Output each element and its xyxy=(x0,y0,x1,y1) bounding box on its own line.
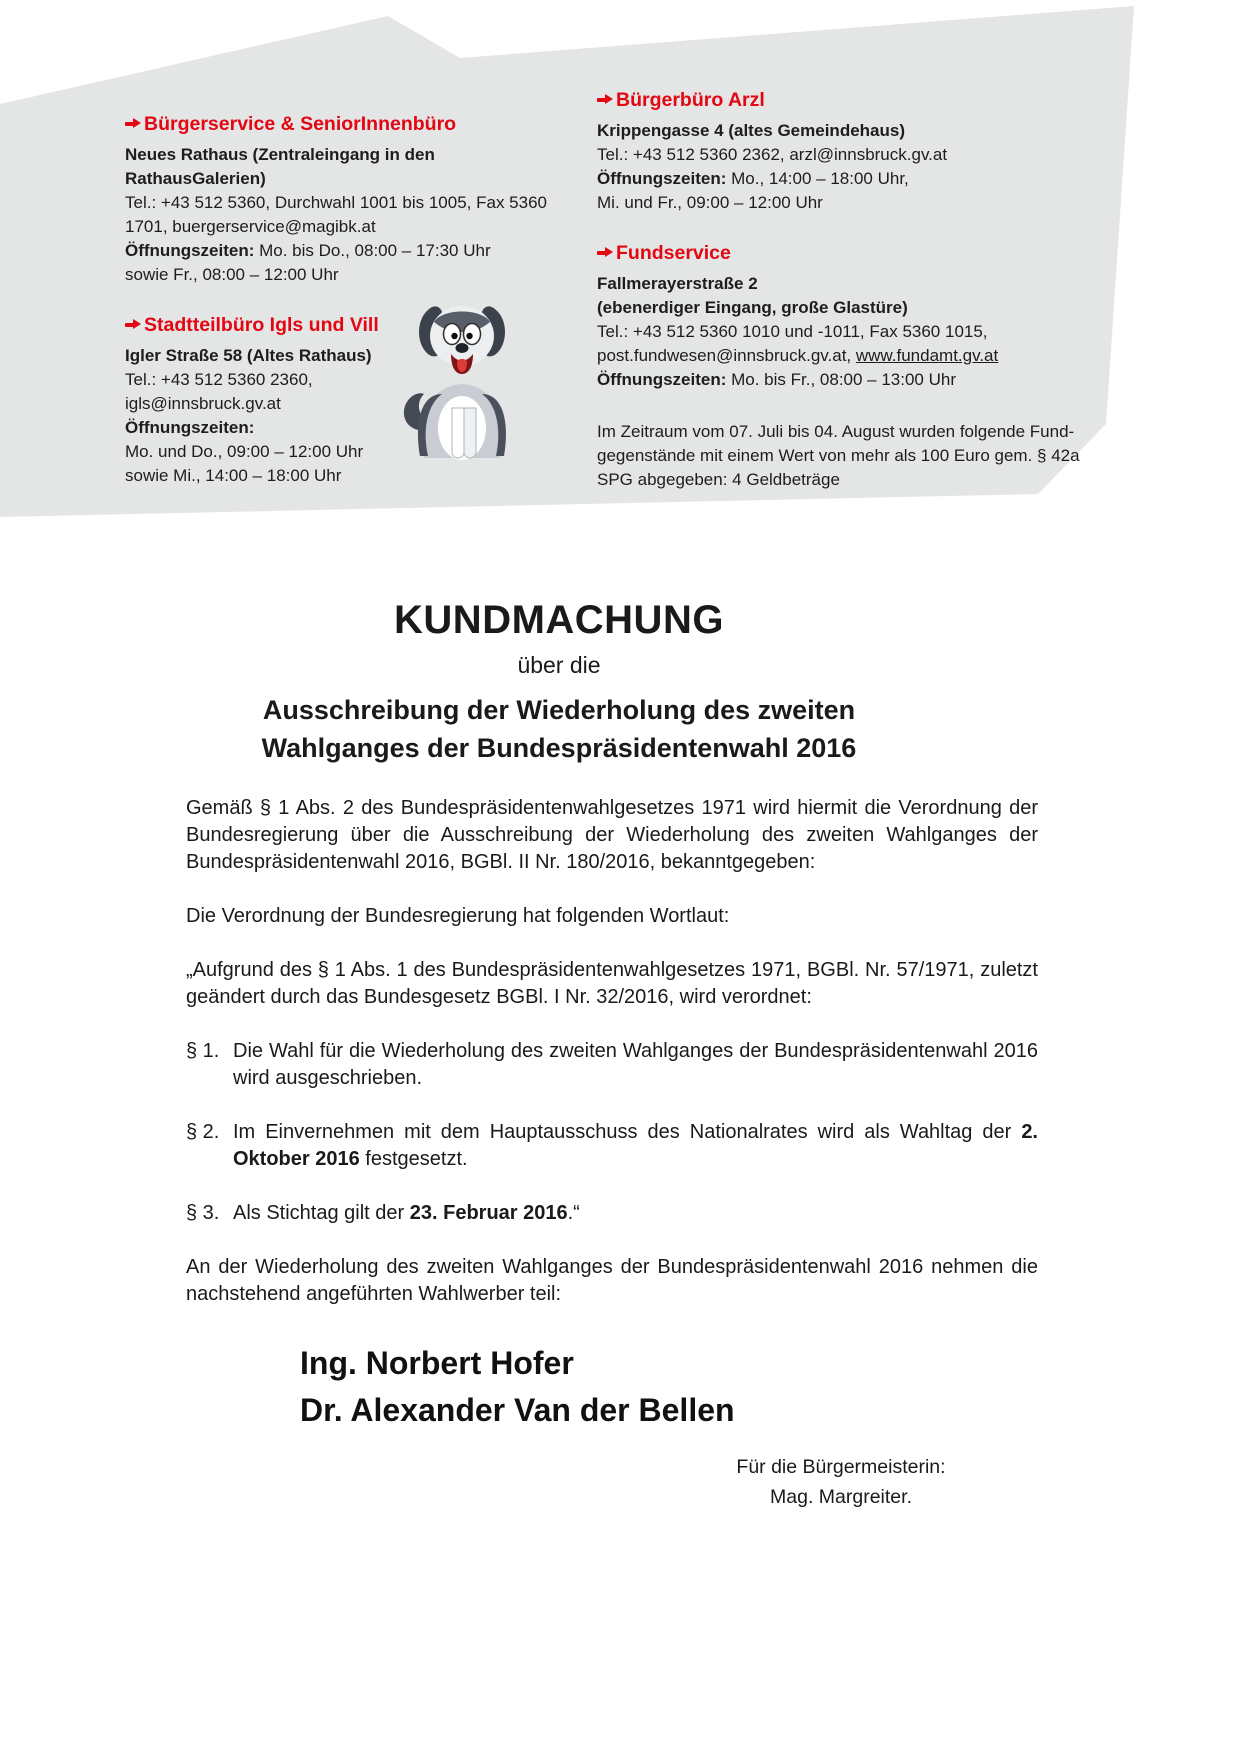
paragraph: Gemäß § 1 Abs. 2 des Bundespräsidentenwahlgesetzes 1971 wird hiermit die Verordnung der Bundesregierung über die Ausschreibung der Wiederholung des zweiten Wahlganges der Bundespräsidentenwahl 2016, BGBl. II Nr. 180/2016, bekanntgegeben: xyxy=(186,797,1038,873)
item-marker: § 2. xyxy=(186,1121,220,1143)
section-title-text: Bürgerservice & SeniorInnenbüro xyxy=(144,113,457,135)
hours-label: Öffnungszeiten: xyxy=(125,418,255,437)
announcement-heading-line: Wahlganges der Bundespräsidentenwahl 2016 xyxy=(261,733,857,763)
tel-line: 1701, buergerservice@magibk.at xyxy=(125,217,376,236)
note-line: Im Zeitraum vom 07. Juli bis 04. August wurden folgende Fund- xyxy=(597,422,1075,441)
email-line xyxy=(597,344,1067,368)
signature-line: Mag. Margreiter. xyxy=(770,1486,912,1508)
announcement-body xyxy=(186,795,1038,1434)
tel-line: Tel.: +43 512 5360 2362, arzl@innsbruck.gv.at xyxy=(597,145,948,164)
header-right-column xyxy=(597,88,1080,492)
legal-item xyxy=(186,1038,1038,1092)
hours-label: Öffnungszeiten: xyxy=(125,241,255,260)
arrow-icon xyxy=(125,318,141,331)
item-text: Die Wahl für die Wiederholung des zweiten Wahlganges der Bundespräsidentenwahl 2016 wird ausgeschrieben. xyxy=(233,1040,1038,1089)
hours-line: Mi. und Fr., 09:00 – 12:00 Uhr xyxy=(597,193,823,212)
hours-text: Mo. bis Fr., 08:00 – 13:00 Uhr xyxy=(726,370,957,389)
item-text: Im Einvernehmen mit dem Hauptausschuss des Nationalrates wird als Wahltag der 2. Oktober 2016 festgesetzt. xyxy=(233,1121,1038,1170)
hours-text: Mo., 14:00 – 18:00 Uhr, xyxy=(726,169,909,188)
hours-label: Öffnungszeiten: xyxy=(597,169,727,188)
item-text: Als Stichtag gilt der 23. Februar 2016.“ xyxy=(233,1202,580,1224)
hours-line xyxy=(125,239,573,263)
announcement-header xyxy=(0,598,1118,767)
section-title xyxy=(597,88,1067,112)
paragraph: Die Verordnung der Bundesregierung hat folgenden Wortlaut: xyxy=(186,905,730,927)
section-title-text: Bürgerbüro Arzl xyxy=(616,89,765,111)
address-line: Krippengasse 4 (altes Gemeindehaus) xyxy=(597,121,905,140)
fundamt-link[interactable]: www.fundamt.gv.at xyxy=(855,346,999,365)
email-line: igls@innsbruck.gv.at xyxy=(125,394,281,413)
address-line: (ebenerdiger Eingang, große Glastüre) xyxy=(597,298,908,317)
legal-item xyxy=(186,1119,1038,1173)
candidate-name: Dr. Alexander Van der Bellen xyxy=(300,1392,735,1428)
announcement-heading-line: Ausschreibung der Wiederholung des zweiten xyxy=(262,695,856,725)
item-marker: § 3. xyxy=(186,1202,220,1224)
hours-line: sowie Mi., 14:00 – 18:00 Uhr xyxy=(125,466,342,485)
legal-item xyxy=(186,1200,1038,1227)
found-items-note xyxy=(597,420,1080,492)
address-line: RathausGalerien) xyxy=(125,169,266,188)
candidate-list xyxy=(300,1340,1038,1434)
arrow-icon xyxy=(125,117,141,130)
note-line: gegenstände mit einem Wert von mehr als 100 Euro gem. § 42a xyxy=(597,446,1080,465)
section-arzl xyxy=(597,88,1067,215)
email-text: post.fundwesen@innsbruck.gv.at, xyxy=(597,346,856,365)
note-line: SPG abgegeben: 4 Geldbeträge xyxy=(597,470,840,489)
item-marker: § 1. xyxy=(186,1040,220,1062)
tel-line: Tel.: +43 512 5360 2360, xyxy=(125,370,313,389)
signature-line: Für die Bürgermeisterin: xyxy=(736,1456,946,1478)
section-title xyxy=(125,112,573,136)
section-fundservice xyxy=(597,241,1067,392)
hours-line xyxy=(597,167,1067,191)
hours-line: Mo. und Do., 09:00 – 12:00 Uhr xyxy=(125,442,364,461)
announcement-subtitle: über die xyxy=(517,652,601,678)
address-line: Neues Rathaus (Zentraleingang in den xyxy=(125,145,435,164)
section-title-text: Fundservice xyxy=(616,242,731,264)
address-line: Igler Straße 58 (Altes Rathaus) xyxy=(125,346,372,365)
announcement-title: KUNDMACHUNG xyxy=(394,598,724,642)
hours-text: Mo. bis Do., 08:00 – 17:30 Uhr xyxy=(254,241,491,260)
signature-block xyxy=(708,1452,974,1512)
hours-label: Öffnungszeiten: xyxy=(597,370,727,389)
arrow-icon xyxy=(597,93,613,106)
arrow-icon xyxy=(597,246,613,259)
paragraph: An der Wiederholung des zweiten Wahlganges der Bundespräsidentenwahl 2016 nehmen die nachstehend angeführten Wahlwerber teil: xyxy=(186,1256,1038,1305)
hours-line: sowie Fr., 08:00 – 12:00 Uhr xyxy=(125,265,339,284)
hours-line xyxy=(597,368,1067,392)
section-buergerservice xyxy=(125,112,573,287)
paragraph: „Aufgrund des § 1 Abs. 1 des Bundespräsidentenwahlgesetzes 1971, BGBl. Nr. 57/1971, zuletzt geändert durch das Bundesgesetz BGBl. I Nr. 32/2016, wird verordnet: xyxy=(186,959,1038,1008)
tel-line: Tel.: +43 512 5360, Durchwahl 1001 bis 1005, Fax 5360 xyxy=(125,193,547,212)
section-title-text: Stadtteilbüro Igls und Vill xyxy=(144,314,379,336)
candidate-name: Ing. Norbert Hofer xyxy=(300,1345,574,1381)
section-title xyxy=(597,241,1067,265)
address-line: Fallmerayerstraße 2 xyxy=(597,274,758,293)
tel-line: Tel.: +43 512 5360 1010 und -1011, Fax 5360 1015, xyxy=(597,322,988,341)
dog-illustration xyxy=(398,290,526,465)
